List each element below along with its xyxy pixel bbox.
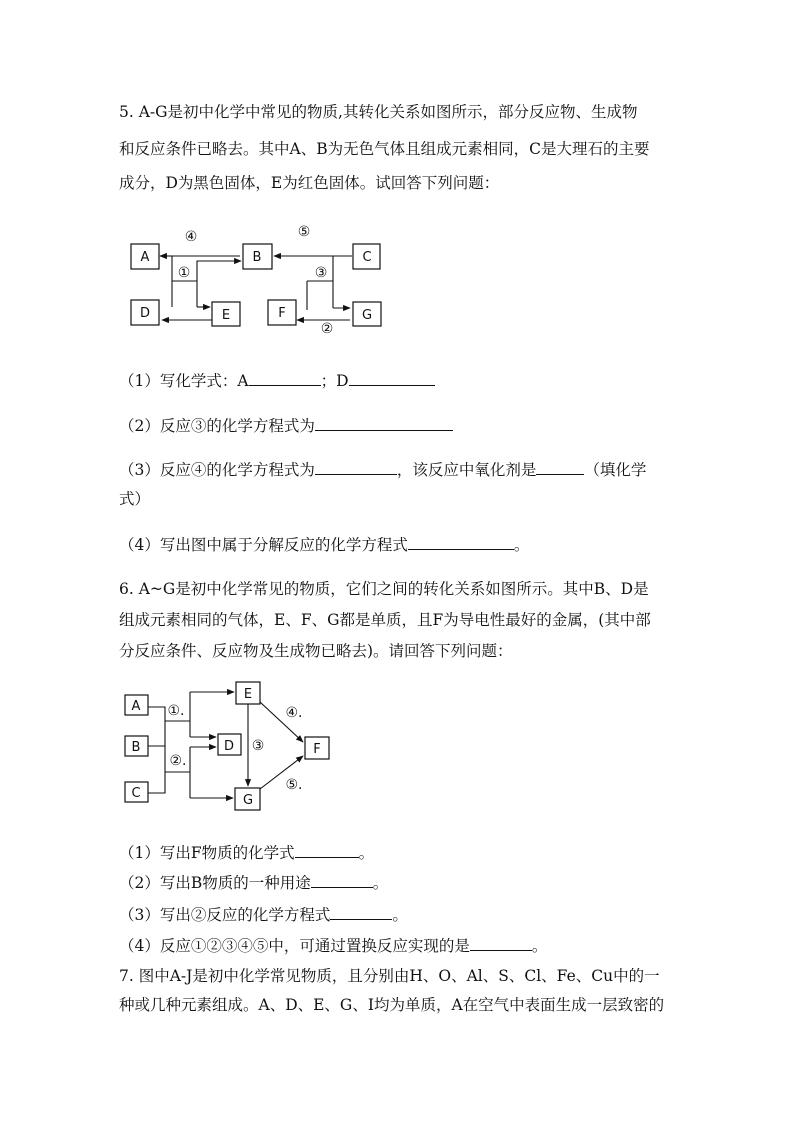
q5-node-b-label: B [252,250,262,265]
q6-node-g-label: G [242,793,254,808]
q5-label-reaction-1: ① [177,265,191,281]
q6-sub3-prompt: （3）写出②反应的化学方程式 [119,906,331,924]
q6-sub4 [119,934,547,956]
q5-text-line1: 5. A-G是初中化学中常见的物质,其转化关系如图所示，部分反应物、生成物 [119,103,638,121]
q6-label-reaction-5: ⑤. [285,777,303,793]
q6-node-d-label: D [223,739,235,754]
q6-label-reaction-3: ③ [251,738,265,754]
q6-line-c [148,772,165,793]
q5-text-line3: 成分，D为黑色固体，E为红色固体。试回答下列问题： [119,174,500,192]
q6-sub3-blank[interactable] [330,905,392,920]
q6-sub2-prompt: （2）写出B物质的一种用途 [119,874,311,892]
q5-sub4-prompt: （4）写出图中属于分解反应的化学方程式 [119,536,408,554]
q5-label-reaction-2: ② [320,321,334,337]
q5-sub2-prompt: （2）反应③的化学方程式为 [119,417,315,435]
q5-sub3-continuation: 式） [119,490,151,508]
q6-sub1-prompt: （1）写出F物质的化学式 [119,844,295,862]
q5-label-reaction-3: ③ [314,265,328,281]
q6-sub4-blank[interactable] [470,936,532,951]
q5-sub1-mid: ；D [320,372,349,390]
q6-label-reaction-1: ①. [167,703,185,719]
q5-label-reaction-5: ⑤ [297,224,311,240]
q5-node-a-label: A [140,250,150,265]
q5-label-reaction-4: ④ [184,229,198,245]
q6-sub2-post: 。 [372,874,389,892]
q6-line-b-up [148,721,165,746]
q5-node-e-label: E [221,308,231,323]
q6-sub2 [119,871,388,893]
q5-text-line2: 和反应条件已略去。其中A、B为无色气体且组成元素相同，C是大理石的主要 [119,140,650,158]
q5-node-d-label: D [139,306,151,321]
q6-sub1 [119,841,374,863]
q6-sub3 [119,903,408,925]
q6-sub2-blank[interactable] [311,873,373,888]
q6-node-c-label: C [131,786,141,801]
q6-text-line3: 分反应条件、反应物及生成物已略去)。请回答下列问题： [119,642,513,660]
q6-text-line1: 6. A~G是初中化学常见的物质，它们之间的转化关系如图所示。其中B、D是 [119,580,649,598]
q5-sub3-mid: ，该反应中氧化剂是 [396,461,537,479]
q6-node-f-label: F [313,742,321,757]
q6-label-reaction-4: ④. [285,705,303,721]
q6-sub1-post: 。 [358,844,375,862]
q5-node-g-label: G [361,308,373,323]
q6-sub4-post: 。 [531,937,548,955]
q5-sub3-post: （填化学 [584,461,647,479]
q6-node-b-label: B [131,740,141,755]
q6-text-line2: 组成元素相同的气体，E、F、G都是单质，且F为导电性最好的金属，(其中部 [119,611,651,629]
q5-node-c-label: C [362,250,372,265]
q5-sub1-prompt: （1）写化学式：A [119,372,249,390]
q5-sub3-prompt: （3）反应④的化学方程式为 [119,461,315,479]
q5-sub4-post: 。 [513,536,530,554]
q5-node-f-label: F [278,306,286,321]
q6-sub1-blank[interactable] [295,843,359,858]
q6-node-a-label: A [131,699,141,714]
q7-text-line1: 7. 图中A-J是初中化学常见物质，且分别由H、O、Al、S、Cl、Fe、Cu中的一 [119,967,660,985]
q6-sub4-prompt: （4）反应①②③④⑤中，可通过置换反应实现的是 [119,937,470,955]
q6-node-e-label: E [243,687,253,702]
q6-sub3-post: 。 [392,906,408,924]
q6-label-reaction-2: ②. [169,753,187,769]
q7-text-line2: 种或几种元素组成。A、D、E、G、I均为单质，A在空气中表面生成一层致密的 [119,996,665,1014]
